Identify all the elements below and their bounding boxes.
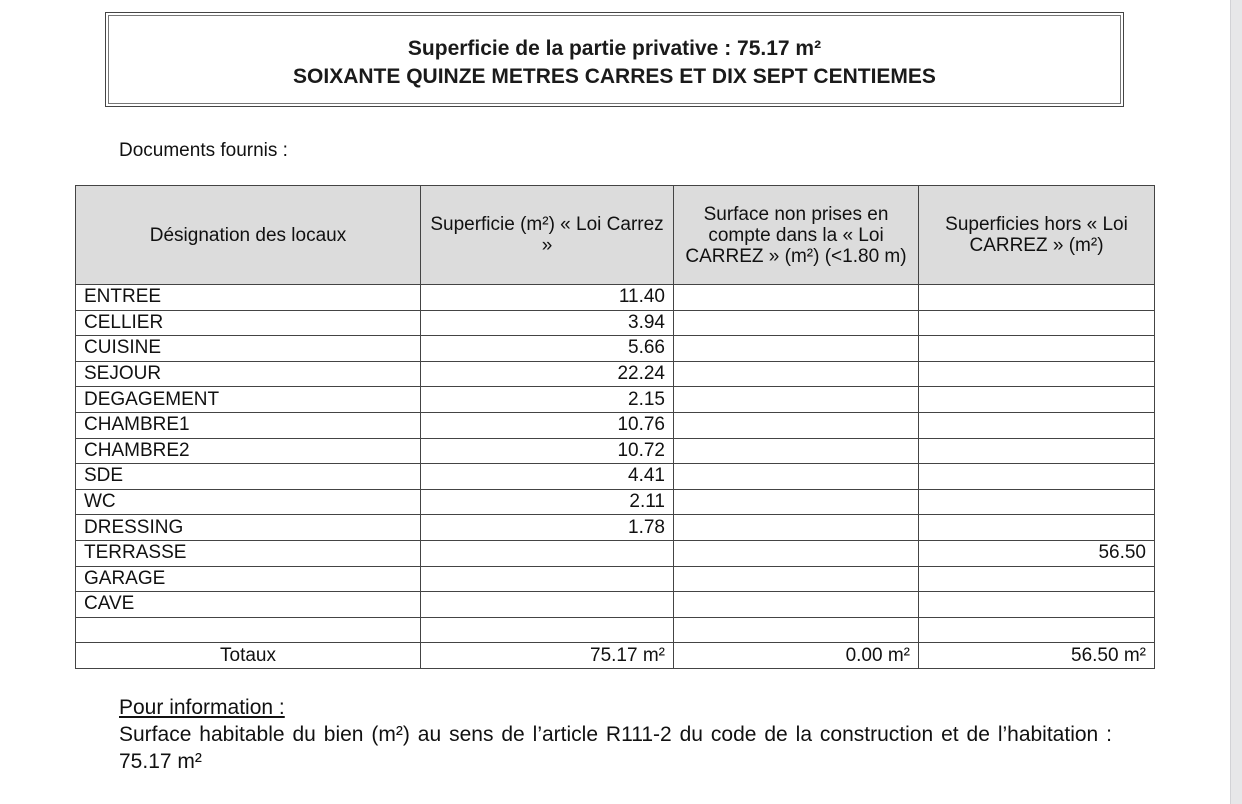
room-name: ENTREE <box>76 285 421 311</box>
hors-carrez-value <box>919 438 1155 464</box>
carrez-value: 2.11 <box>421 489 674 515</box>
totals-row <box>76 643 1155 669</box>
total-non-prises: 0.00 m² <box>674 643 919 669</box>
room-name: CUISINE <box>76 336 421 362</box>
room-name <box>76 617 421 643</box>
hors-carrez-value <box>919 489 1155 515</box>
carrez-value: 2.15 <box>421 387 674 413</box>
hors-carrez-value <box>919 515 1155 541</box>
total-hors-carrez: 56.50 m² <box>919 643 1155 669</box>
room-name: CAVE <box>76 592 421 618</box>
hors-carrez-value <box>919 361 1155 387</box>
table-row <box>76 592 1155 618</box>
non-prises-value <box>674 438 919 464</box>
non-prises-value <box>674 515 919 541</box>
table-row <box>76 361 1155 387</box>
information-text: Surface habitable du bien (m²) au sens de l’article R111-2 du code de la construction et de l’habitation : 75.17 m² <box>119 723 1112 773</box>
room-name: CELLIER <box>76 310 421 336</box>
documents-label: Documents fournis : <box>119 140 288 161</box>
room-name: DEGAGEMENT <box>76 387 421 413</box>
header-carrez: Superficie (m²) « Loi Carrez » <box>421 186 674 285</box>
carrez-value: 3.94 <box>421 310 674 336</box>
carrez-value: 10.72 <box>421 438 674 464</box>
table-row <box>76 464 1155 490</box>
header-hors-carrez: Superficies hors « Loi CARREZ » (m²) <box>919 186 1155 285</box>
table-row <box>76 617 1155 643</box>
surface-summary-box <box>105 12 1124 107</box>
carrez-value: 11.40 <box>421 285 674 311</box>
table-row <box>76 310 1155 336</box>
table-row <box>76 336 1155 362</box>
non-prises-value <box>674 310 919 336</box>
table-body <box>76 285 1155 643</box>
non-prises-value <box>674 617 919 643</box>
non-prises-value <box>674 489 919 515</box>
information-note <box>119 694 1112 775</box>
hors-carrez-value <box>919 310 1155 336</box>
non-prises-value <box>674 464 919 490</box>
non-prises-value <box>674 412 919 438</box>
room-name: SDE <box>76 464 421 490</box>
hors-carrez-value <box>919 387 1155 413</box>
hors-carrez-value <box>919 592 1155 618</box>
surface-table <box>75 185 1155 669</box>
table-row <box>76 489 1155 515</box>
room-name: GARAGE <box>76 566 421 592</box>
table-row <box>76 438 1155 464</box>
table-row <box>76 387 1155 413</box>
carrez-value: 4.41 <box>421 464 674 490</box>
table-row <box>76 412 1155 438</box>
hors-carrez-value: 56.50 <box>919 540 1155 566</box>
information-heading: Pour information : <box>119 696 285 719</box>
carrez-value: 22.24 <box>421 361 674 387</box>
room-name: TERRASSE <box>76 540 421 566</box>
room-name: CHAMBRE2 <box>76 438 421 464</box>
hors-carrez-value <box>919 285 1155 311</box>
carrez-value <box>421 617 674 643</box>
carrez-value <box>421 540 674 566</box>
carrez-value: 5.66 <box>421 336 674 362</box>
carrez-value: 1.78 <box>421 515 674 541</box>
room-name: SEJOUR <box>76 361 421 387</box>
room-name: WC <box>76 489 421 515</box>
carrez-value <box>421 592 674 618</box>
non-prises-value <box>674 387 919 413</box>
surface-title: Superficie de la partie privative : 75.17 m² <box>407 36 822 60</box>
header-designation: Désignation des locaux <box>76 186 421 285</box>
non-prises-value <box>674 285 919 311</box>
surface-in-words: SOIXANTE QUINZE METRES CARRES ET DIX SEPT CENTIEMES <box>293 64 936 88</box>
non-prises-value <box>674 566 919 592</box>
non-prises-value <box>674 336 919 362</box>
hors-carrez-value <box>919 412 1155 438</box>
non-prises-value <box>674 540 919 566</box>
totals-label: Totaux <box>76 643 421 669</box>
non-prises-value <box>674 361 919 387</box>
room-name: DRESSING <box>76 515 421 541</box>
carrez-value <box>421 566 674 592</box>
table-header-row <box>76 186 1155 285</box>
table-row <box>76 515 1155 541</box>
table-row <box>76 566 1155 592</box>
hors-carrez-value <box>919 336 1155 362</box>
table-row <box>76 540 1155 566</box>
page-edge-shadow <box>1230 0 1242 804</box>
total-carrez: 75.17 m² <box>421 643 674 669</box>
hors-carrez-value <box>919 464 1155 490</box>
table-row <box>76 285 1155 311</box>
hors-carrez-value <box>919 566 1155 592</box>
header-non-prises: Surface non prises en compte dans la « Loi CARREZ » (m²) (<1.80 m) <box>674 186 919 285</box>
carrez-value: 10.76 <box>421 412 674 438</box>
hors-carrez-value <box>919 617 1155 643</box>
non-prises-value <box>674 592 919 618</box>
room-name: CHAMBRE1 <box>76 412 421 438</box>
